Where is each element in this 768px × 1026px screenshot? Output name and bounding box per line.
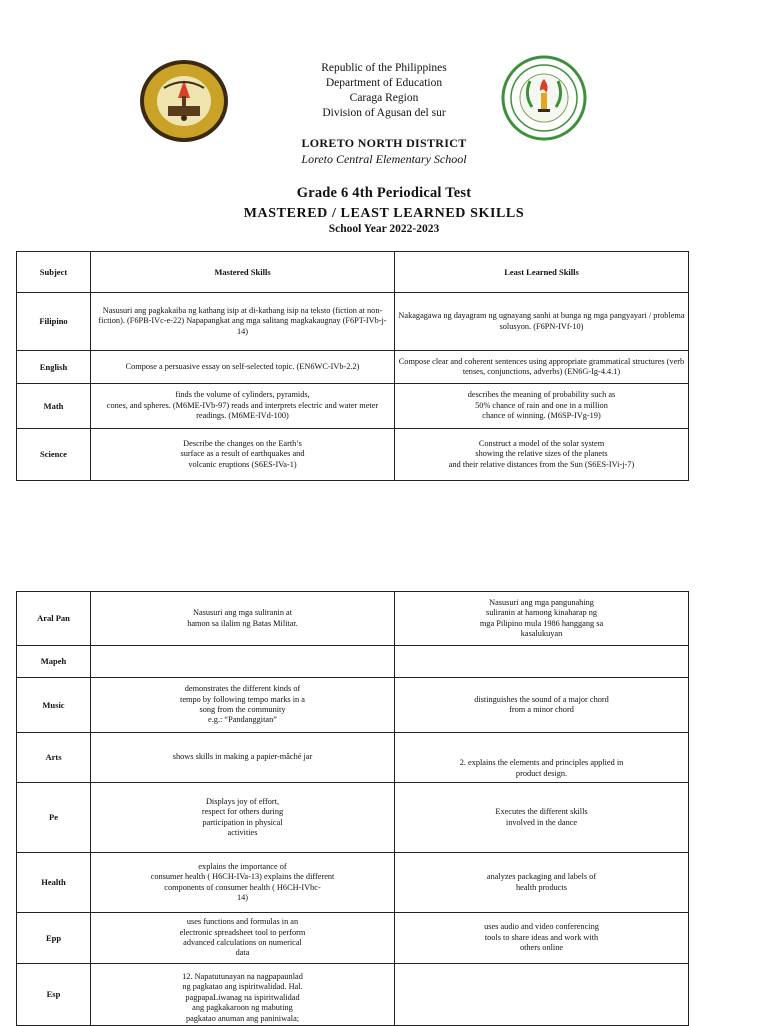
mastered-cell: shows skills in making a papier-mâché jar	[91, 733, 395, 783]
subject-cell: Health	[17, 853, 91, 913]
header-least: Least Learned Skills	[395, 252, 689, 293]
subject-cell: Music	[17, 678, 91, 733]
mastered-cell: Nasusuri ang mga suliranin at hamon sa ilalim ng Batas Militar.	[91, 592, 395, 646]
header-subject: Subject	[17, 252, 91, 293]
subject-cell: Pe	[17, 783, 91, 853]
least-cell	[395, 646, 689, 678]
header-line-department: Department of Education	[325, 77, 443, 89]
table-row	[17, 733, 689, 783]
subject-cell: Math	[17, 384, 91, 429]
least-cell: distinguishes the sound of a major chord from a minor chord	[395, 678, 689, 733]
header-line-division: Division of Agusan del sur	[322, 107, 446, 119]
least-cell: Nakagagawa ng dayagram ng ugnayang sanhi at bunga ng mga pangyayari / problema solusyon. (F6PN-IVf-10)	[395, 293, 689, 351]
least-cell: describes the meaning of probability such as 50% chance of rain and one in a million chance of winning. (M6SP-IVg-19)	[395, 384, 689, 429]
table-row	[17, 913, 689, 964]
school-year: School Year 2022-2023	[328, 223, 440, 235]
table-row	[17, 293, 689, 351]
mastered-cell: uses functions and formulas in an electronic spreadsheet tool to perform advanced calculations on numerical data	[91, 913, 395, 964]
table-row	[17, 678, 689, 733]
header-line-region: Caraga Region	[349, 92, 419, 104]
skills-table-part-1	[16, 251, 689, 481]
least-cell: Executes the different skills involved in the dance	[395, 783, 689, 853]
school-name: Loreto Central Elementary School	[301, 152, 467, 166]
mastered-cell: demonstrates the different kinds of tempo by following tempo marks in a song from the community e.g.: “Pandanggitan”	[91, 678, 395, 733]
subject-cell: Epp	[17, 913, 91, 964]
least-cell: uses audio and video conferencing tools to share ideas and work with others online	[395, 913, 689, 964]
least-cell: Compose clear and coherent sentences using appropriate grammatical structures (verb tenses, conjunctions, adverbs) (EN6G-Ig-4.4.1)	[395, 351, 689, 384]
district-name: LORETO NORTH DISTRICT	[301, 136, 467, 150]
mastered-cell: Compose a persuasive essay on self-selected topic. (EN6WC-IVb-2.2)	[91, 351, 395, 384]
letterhead	[0, 61, 768, 121]
test-title: Grade 6 4th Periodical Test	[296, 185, 472, 201]
table-row	[17, 853, 689, 913]
table-row	[17, 592, 689, 646]
table-row	[17, 351, 689, 384]
subject-cell: Science	[17, 429, 91, 481]
least-cell: analyzes packaging and labels of health products	[395, 853, 689, 913]
least-cell	[395, 964, 689, 1026]
table-row	[17, 429, 689, 481]
mastered-cell: explains the importance of consumer health ( H6CH-IVa-13) explains the different components of consumer health ( H6CH-IVbc- 14)	[91, 853, 395, 913]
least-cell: 2. explains the elements and principles applied in product design.	[395, 733, 689, 783]
mastered-cell: 12. Napatutunayan na nagpapaunlad ng pagkatao ang ispiritwalidad. Hal. pagpapaLiwanag na ispiritwalidad ang pagkakaroon ng mabuting pagkatao anuman ang paniniwala;	[91, 964, 395, 1026]
least-cell: Construct a model of the solar system showing the relative sizes of the planets and their relative distances from the Sun (S6ES-IVi-j-7)	[395, 429, 689, 481]
subject-cell: Aral Pan	[17, 592, 91, 646]
table-row	[17, 384, 689, 429]
table-row	[17, 646, 689, 678]
mastered-cell: Nasusuri ang pagkakaiba ng kathang isip at di-kathang isip na teksto (fiction at non-fiction). (F6PB-IVc-e-22) Napapangkat ang mga salitang magkakaugnay (F6PT-IVb-j-14)	[91, 293, 395, 351]
table-header-row	[17, 252, 689, 293]
table-row	[17, 964, 689, 1026]
mastered-cell: Displays joy of effort, respect for others during participation in physical activities	[91, 783, 395, 853]
subject-cell: English	[17, 351, 91, 384]
mastered-cell	[91, 646, 395, 678]
skills-table-part-2	[16, 591, 689, 1026]
subject-cell: Arts	[17, 733, 91, 783]
mastered-cell: finds the volume of cylinders, pyramids, cones, and spheres. (M6ME-IVb-97) reads and interprets electric and water meter readings. (M6ME-IVd-100)	[91, 384, 395, 429]
subject-cell: Filipino	[17, 293, 91, 351]
subject-cell: Mapeh	[17, 646, 91, 678]
least-cell: Nasusuri ang mga pangunahing suliranin at hamong kinaharap ng mga Pilipino mula 1986 hanggang sa kasalukuyan	[395, 592, 689, 646]
table-row	[17, 783, 689, 853]
skills-title: MASTERED / LEAST LEARNED SKILLS	[243, 206, 525, 221]
mastered-cell: Describe the changes on the Earth’s surface as a result of earthquakes and volcanic eruptions (S6ES-IVa-1)	[91, 429, 395, 481]
header-line-republic: Republic of the Philippines	[321, 62, 447, 74]
subject-cell: Esp	[17, 964, 91, 1026]
header-mastered: Mastered Skills	[91, 252, 395, 293]
